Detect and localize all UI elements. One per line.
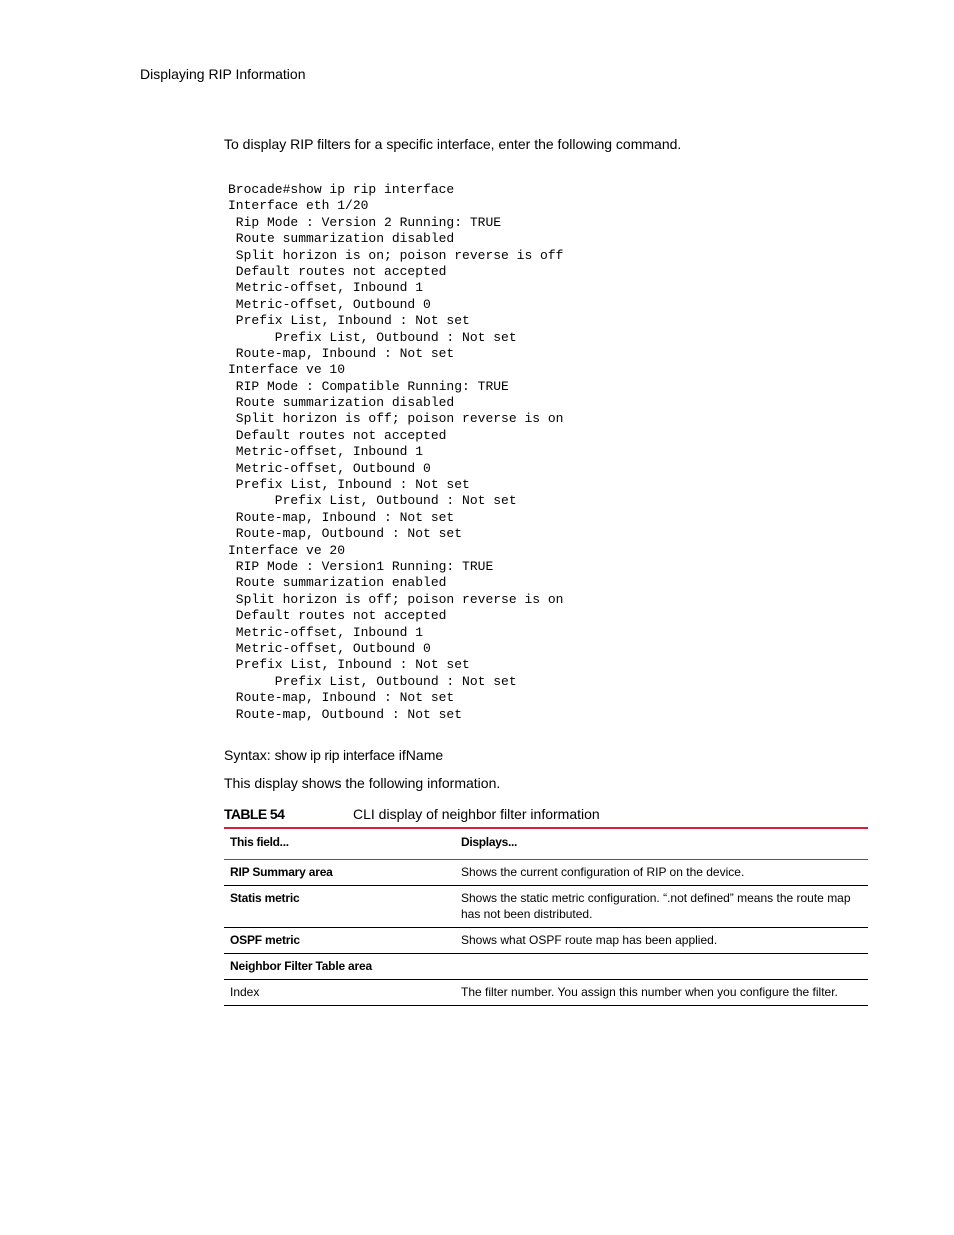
cli-line: Metric-offset, Inbound 1 (228, 444, 424, 460)
cli-line: Interface ve 20 (228, 542, 346, 558)
table-row (224, 860, 868, 886)
table-title: CLI display of neighbor filter information (353, 806, 600, 822)
cli-line: Metric-offset, Outbound 0 (228, 640, 431, 656)
cli-line: Metric-offset, Inbound 1 (228, 280, 424, 296)
cli-line: Prefix List, Inbound : Not set (228, 313, 470, 329)
cli-line: RIP Mode : Compatible Running: TRUE (228, 378, 509, 394)
cli-line: Default routes not accepted (228, 608, 447, 624)
field-cell: OSPF metric (224, 928, 455, 954)
cli-line: Prefix List, Outbound : Not set (228, 329, 517, 345)
cli-line: Prefix List, Outbound : Not set (228, 493, 517, 509)
desc-cell: Shows the current configuration of RIP on the device. (455, 860, 868, 886)
field-cell: Statis metric (224, 886, 455, 928)
cli-line: Route-map, Inbound : Not set (228, 345, 455, 361)
cli-line: Route-map, Outbound : Not set (228, 526, 463, 542)
cli-line: Rip Mode : Version 2 Running: TRUE (228, 214, 502, 230)
cli-line: Default routes not accepted (228, 427, 447, 443)
display-description: This display shows the following information. (224, 775, 501, 791)
cli-line: Route summarization disabled (228, 395, 455, 411)
field-cell: RIP Summary area (224, 860, 455, 886)
cli-line: Route summarization disabled (228, 231, 455, 247)
field-cell: Index (224, 980, 455, 1006)
cli-output-block (228, 182, 563, 723)
cli-line: RIP Mode : Version1 Running: TRUE (228, 558, 494, 574)
cli-line: Route-map, Inbound : Not set (228, 690, 455, 706)
table-header-row (224, 828, 868, 860)
syntax-label: Syntax: (224, 747, 271, 763)
column-header-field: This field... (224, 828, 455, 860)
intro-paragraph: To display RIP filters for a specific interface, enter the following command. (224, 136, 682, 152)
cli-line: Split horizon is off; poison reverse is on (228, 411, 564, 427)
syntax-line (224, 747, 443, 764)
cli-line: Interface ve 10 (228, 362, 346, 378)
column-header-displays: Displays... (455, 828, 868, 860)
cli-line: Route-map, Inbound : Not set (228, 509, 455, 525)
desc-cell (455, 954, 868, 980)
table-row (224, 954, 868, 980)
cli-line: Route-map, Outbound : Not set (228, 706, 463, 722)
table-row (224, 980, 868, 1006)
cli-line: Metric-offset, Outbound 0 (228, 296, 431, 312)
cli-line: Prefix List, Inbound : Not set (228, 657, 470, 673)
page-header: Displaying RIP Information (140, 66, 306, 82)
table-row (224, 886, 868, 928)
field-cell: Neighbor Filter Table area (224, 954, 455, 980)
cli-line: Brocade#show ip rip interface (228, 182, 455, 197)
syntax-command: show ip rip interface (274, 747, 395, 763)
table-caption (224, 806, 868, 823)
cli-line: Prefix List, Outbound : Not set (228, 673, 517, 689)
table-number: TABLE 54 (224, 806, 285, 822)
info-table (224, 827, 868, 1006)
table-row (224, 928, 868, 954)
cli-line: Interface eth 1/20 (228, 198, 369, 214)
syntax-param: ifName (398, 747, 444, 763)
cli-line: Split horizon is on; poison reverse is off (228, 247, 564, 263)
cli-line: Default routes not accepted (228, 263, 447, 279)
cli-line: Metric-offset, Inbound 1 (228, 624, 424, 640)
cli-line: Split horizon is off; poison reverse is on (228, 591, 564, 607)
cli-line: Route summarization enabled (228, 575, 447, 591)
cli-line: Prefix List, Inbound : Not set (228, 477, 470, 493)
desc-cell: Shows the static metric configuration. “.not defined” means the route map has not been distributed. (455, 886, 868, 928)
cli-line: Metric-offset, Outbound 0 (228, 460, 431, 476)
desc-cell: Shows what OSPF route map has been applied. (455, 928, 868, 954)
desc-cell: The filter number. You assign this number when you configure the filter. (455, 980, 868, 1006)
